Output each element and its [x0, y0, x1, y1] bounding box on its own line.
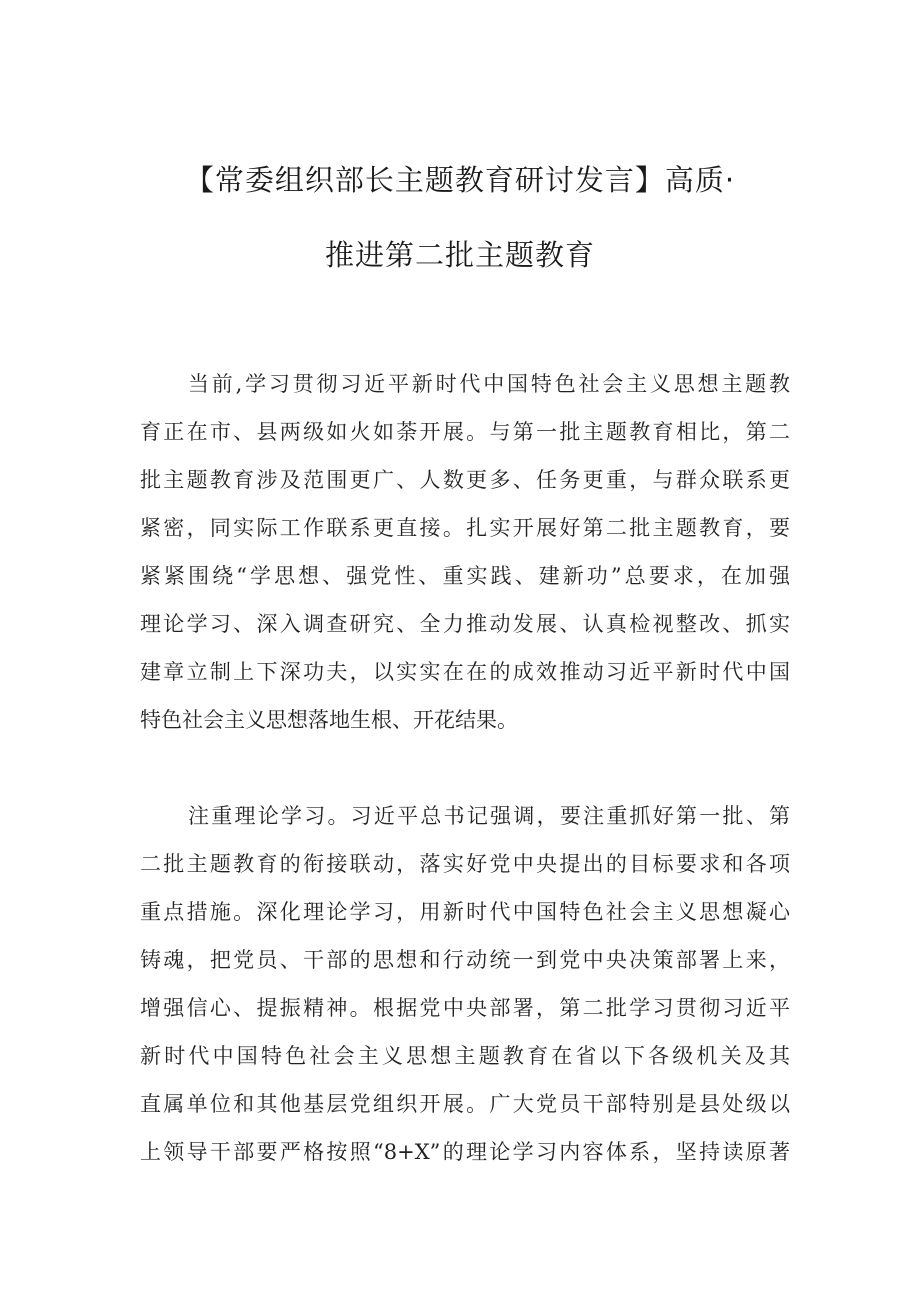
paragraph-theory-study: [140, 792, 790, 1176]
paragraph-line: 增强信心、提振精神。根据党中央部署，第二批学习贯彻习近平: [140, 996, 790, 1020]
paragraph-line: 育正在市、县两级如火如荼开展。与第一批主题教育相比，第二: [140, 420, 790, 444]
paragraph-line: 紧密，同实际工作联系更直接。扎实开展好第二批主题教育，要: [140, 516, 790, 540]
document-title-line-2: 推进第二批主题教育: [324, 238, 595, 272]
paragraph-line: 建章立制上下深功夫，以实实在在的成效推动习近平新时代中国: [140, 660, 790, 684]
paragraph-line: 紧紧围绕“学思想、强党性、重实践、建新功”总要求，在加强: [140, 564, 790, 588]
paragraph-line: 批主题教育涉及范围更广、人数更多、任务更重，与群众联系更: [140, 468, 790, 492]
paragraph-line: 当前,学习贯彻习近平新时代中国特色社会主义思想主题教: [188, 372, 790, 396]
paragraph-line: 新时代中国特色社会主义思想主题教育在省以下各级机关及其: [140, 1044, 790, 1068]
paragraph-line: 上领导干部要严格按照“8+X”的理论学习内容体系，坚持读原著: [140, 1140, 790, 1164]
paragraph-line: 理论学习、深入调查研究、全力推动发展、认真检视整改、抓实: [140, 612, 790, 636]
paragraph-line: 直属单位和其他基层党组织开展。广大党员干部特别是县处级以: [140, 1092, 790, 1116]
paragraph-line: 二批主题教育的衔接联动，落实好党中央提出的目标要求和各项: [140, 852, 790, 876]
document-title-line-1: 【常委组织部长主题教育研讨发言】高质·: [184, 163, 736, 197]
paragraph-line: 特色社会主义思想落地生根、开花结果。: [140, 708, 518, 732]
paragraph-introduction: [140, 360, 790, 744]
paragraph-line: 铸魂，把党员、干部的思想和行动统一到党中央决策部署上来，: [140, 948, 790, 972]
paragraph-line: 注重理论学习。习近平总书记强调，要注重抓好第一批、第: [188, 804, 790, 828]
paragraph-line: 重点措施。深化理论学习，用新时代中国特色社会主义思想凝心: [140, 900, 790, 924]
